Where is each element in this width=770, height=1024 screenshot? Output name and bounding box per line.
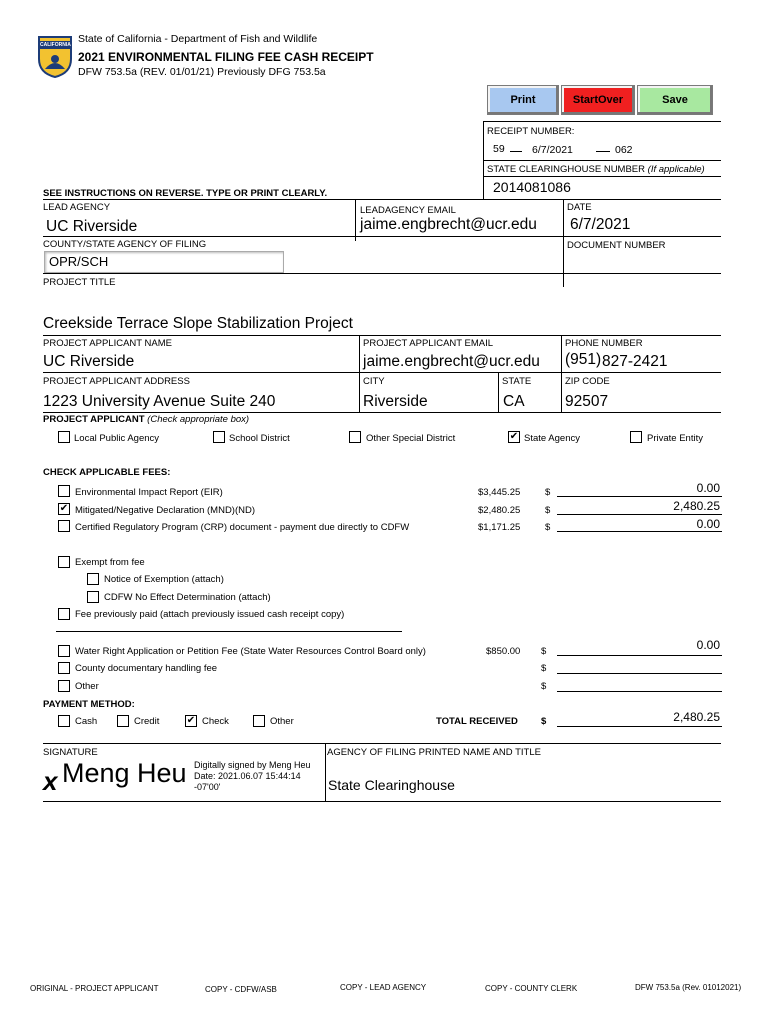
agency-name-label: AGENCY OF FILING PRINTED NAME AND TITLE	[327, 747, 541, 758]
checkbox-school-district[interactable]	[213, 431, 225, 443]
instructions: SEE INSTRUCTIONS ON REVERSE. TYPE OR PRINT CLEARLY.	[43, 188, 328, 199]
fees-label: CHECK APPLICABLE FEES:	[43, 467, 171, 478]
lead-agency-label: LEAD AGENCY	[43, 202, 111, 213]
dollar-other-fee: $	[541, 681, 547, 692]
state-seal	[37, 35, 73, 79]
checkbox-other-payment[interactable]	[253, 715, 265, 727]
signature-label: SIGNATURE	[43, 747, 98, 758]
checkbox-county-fee[interactable]	[58, 662, 70, 674]
state-value[interactable]: CA	[503, 393, 525, 410]
county-value: OPR/SCH	[49, 254, 109, 269]
signature-x: x	[43, 766, 58, 796]
total-received-amount[interactable]: 2,480.25	[673, 710, 720, 724]
label-local-public-agency: Local Public Agency	[74, 433, 160, 444]
checkbox-exempt[interactable]	[58, 556, 70, 568]
fee-mnd: $2,480.25	[478, 505, 521, 516]
dollar-mnd: $	[545, 505, 551, 516]
receipt-number-label: RECEIPT NUMBER:	[487, 126, 575, 137]
label-exempt: Exempt from fee	[75, 557, 145, 568]
form-number: DFW 753.5a (REV. 01/01/21) Previously DFG 753.5a	[78, 66, 326, 78]
footer-copy-county: COPY - COUNTY CLERK	[485, 984, 578, 993]
amount-mnd[interactable]: 2,480.25	[673, 499, 720, 513]
clearinghouse-number[interactable]: 2014081086	[493, 179, 571, 195]
label-private-entity: Private Entity	[647, 433, 703, 444]
label-noe: Notice of Exemption (attach)	[104, 574, 224, 585]
label-other-fee: Other	[75, 681, 99, 692]
label-water-right: Water Right Application or Petition Fee (State Water Resources Control Board only)	[75, 646, 426, 657]
dollar-water-right: $	[541, 646, 547, 657]
checkbox-local-public-agency[interactable]	[58, 431, 70, 443]
agency-name-value[interactable]: State Clearinghouse	[328, 777, 455, 793]
applicant-name-label: PROJECT APPLICANT NAME	[43, 338, 172, 349]
date-value[interactable]: 6/7/2021	[570, 216, 631, 233]
footer-form-number: DFW 753.5a (Rev. 01012021)	[635, 983, 742, 992]
phone-area[interactable]: (951)	[565, 351, 602, 368]
footer-original: ORIGINAL - PROJECT APPLICANT	[30, 984, 159, 993]
receipt-part3[interactable]: 062	[615, 144, 633, 156]
applicant-name[interactable]: UC Riverside	[43, 353, 135, 370]
checkbox-check[interactable]: ✔	[186, 715, 196, 726]
applicant-type-label: PROJECT APPLICANT (Check appropriate box)	[43, 414, 250, 425]
payment-label: PAYMENT METHOD:	[43, 699, 135, 710]
phone-label: PHONE NUMBER	[565, 338, 643, 349]
date-label: DATE	[567, 202, 592, 213]
label-cash: Cash	[75, 716, 98, 727]
clearinghouse-label: STATE CLEARINGHOUSE NUMBER (If applicable)	[487, 164, 705, 175]
digital-signature-stamp	[194, 760, 311, 793]
city-label: CITY	[363, 376, 385, 387]
lead-agency-email[interactable]: jaime.engbrecht@ucr.edu	[360, 216, 537, 233]
label-mnd: Mitigated/Negative Declaration (MND)(ND)	[75, 505, 256, 516]
fee-water-right: $850.00	[486, 646, 521, 657]
signature-name: Meng Heu	[62, 758, 187, 788]
county-field[interactable]	[44, 251, 284, 273]
applicant-email-label: PROJECT APPLICANT EMAIL	[363, 338, 494, 349]
label-state-agency: State Agency	[524, 433, 580, 444]
project-title-label: PROJECT TITLE	[43, 277, 116, 288]
checkbox-crp[interactable]	[58, 520, 70, 532]
form-title: 2021 ENVIRONMENTAL FILING FEE CASH RECEIPT	[78, 50, 374, 64]
checkbox-eir[interactable]	[58, 485, 70, 497]
total-received-label: TOTAL RECEIVED	[436, 716, 518, 727]
digital-line-2: Date: 2021.06.07 15:44:14	[194, 771, 301, 781]
label-other-special-district: Other Special District	[366, 433, 456, 444]
label-previously-paid: Fee previously paid (attach previously issued cash receipt copy)	[75, 609, 345, 620]
checkbox-cash[interactable]	[58, 715, 70, 727]
label-school-district: School District	[229, 433, 290, 444]
amount-eir[interactable]: 0.00	[696, 481, 720, 495]
receipt-part2[interactable]: 6/7/2021	[532, 144, 573, 156]
checkbox-other-special-district[interactable]	[349, 431, 361, 443]
agency-line: State of California - Department of Fish and Wildlife	[78, 33, 318, 45]
checkbox-other-fee[interactable]	[58, 680, 70, 692]
applicant-email[interactable]: jaime.engbrecht@ucr.edu	[363, 353, 540, 370]
label-cdfw: CDFW No Effect Determination (attach)	[104, 592, 271, 603]
city-value[interactable]: Riverside	[363, 393, 428, 410]
seal-lettering: CALIFORNIA	[40, 42, 71, 48]
checkbox-cdfw[interactable]	[87, 591, 99, 603]
print-button[interactable]: Print	[487, 85, 559, 115]
dollar-crp: $	[545, 522, 551, 533]
county-label: COUNTY/STATE AGENCY OF FILING	[43, 239, 207, 250]
lead-agency-value[interactable]: UC Riverside	[46, 218, 138, 235]
footer-copy-cdfw: COPY - CDFW/ASB	[205, 985, 277, 994]
label-credit: Credit	[134, 716, 160, 727]
state-label: STATE	[502, 376, 532, 387]
checkbox-water-right[interactable]	[58, 645, 70, 657]
checkbox-state-agency[interactable]: ✔	[509, 431, 519, 442]
checkbox-private-entity[interactable]	[630, 431, 642, 443]
project-title[interactable]: Creekside Terrace Slope Stabilization Project	[43, 315, 353, 332]
label-crp: Certified Regulatory Program (CRP) document - payment due directly to CDFW	[75, 522, 410, 533]
checkbox-previously-paid[interactable]	[58, 608, 70, 620]
zip-label: ZIP CODE	[565, 376, 610, 387]
checkbox-noe[interactable]	[87, 573, 99, 585]
start-over-button[interactable]: StartOver	[561, 85, 635, 115]
fee-eir: $3,445.25	[478, 487, 521, 498]
lead-agency-email-label: LEADAGENCY EMAIL	[360, 205, 456, 216]
dollar-eir: $	[545, 487, 551, 498]
phone-number[interactable]: 827-2421	[602, 353, 668, 370]
receipt-part1[interactable]: 59	[493, 143, 505, 155]
footer-copy-lead: COPY - LEAD AGENCY	[340, 983, 427, 992]
document-number-label: DOCUMENT NUMBER	[567, 240, 666, 251]
dollar-county-fee: $	[541, 663, 547, 674]
label-check: Check	[202, 716, 229, 727]
checkbox-credit[interactable]	[117, 715, 129, 727]
total-dollar: $	[541, 716, 547, 727]
digital-line-3: -07'00'	[194, 782, 221, 792]
digital-line-1: Digitally signed by Meng Heu	[194, 760, 311, 770]
amount-water-right[interactable]: 0.00	[696, 638, 720, 652]
zip-value[interactable]: 92507	[565, 393, 609, 410]
label-other-payment: Other	[270, 716, 294, 727]
amount-crp[interactable]: 0.00	[696, 517, 720, 531]
checkbox-mnd[interactable]: ✔	[59, 503, 69, 514]
label-eir: Environmental Impact Report (EIR)	[75, 487, 223, 498]
save-button[interactable]: Save	[637, 85, 713, 115]
label-county-fee: County documentary handling fee	[75, 663, 218, 674]
applicant-address-label: PROJECT APPLICANT ADDRESS	[43, 376, 190, 387]
applicant-address[interactable]: 1223 University Avenue Suite 240	[43, 393, 276, 410]
signature-field[interactable]	[62, 756, 190, 796]
fee-crp: $1,171.25	[478, 522, 521, 533]
